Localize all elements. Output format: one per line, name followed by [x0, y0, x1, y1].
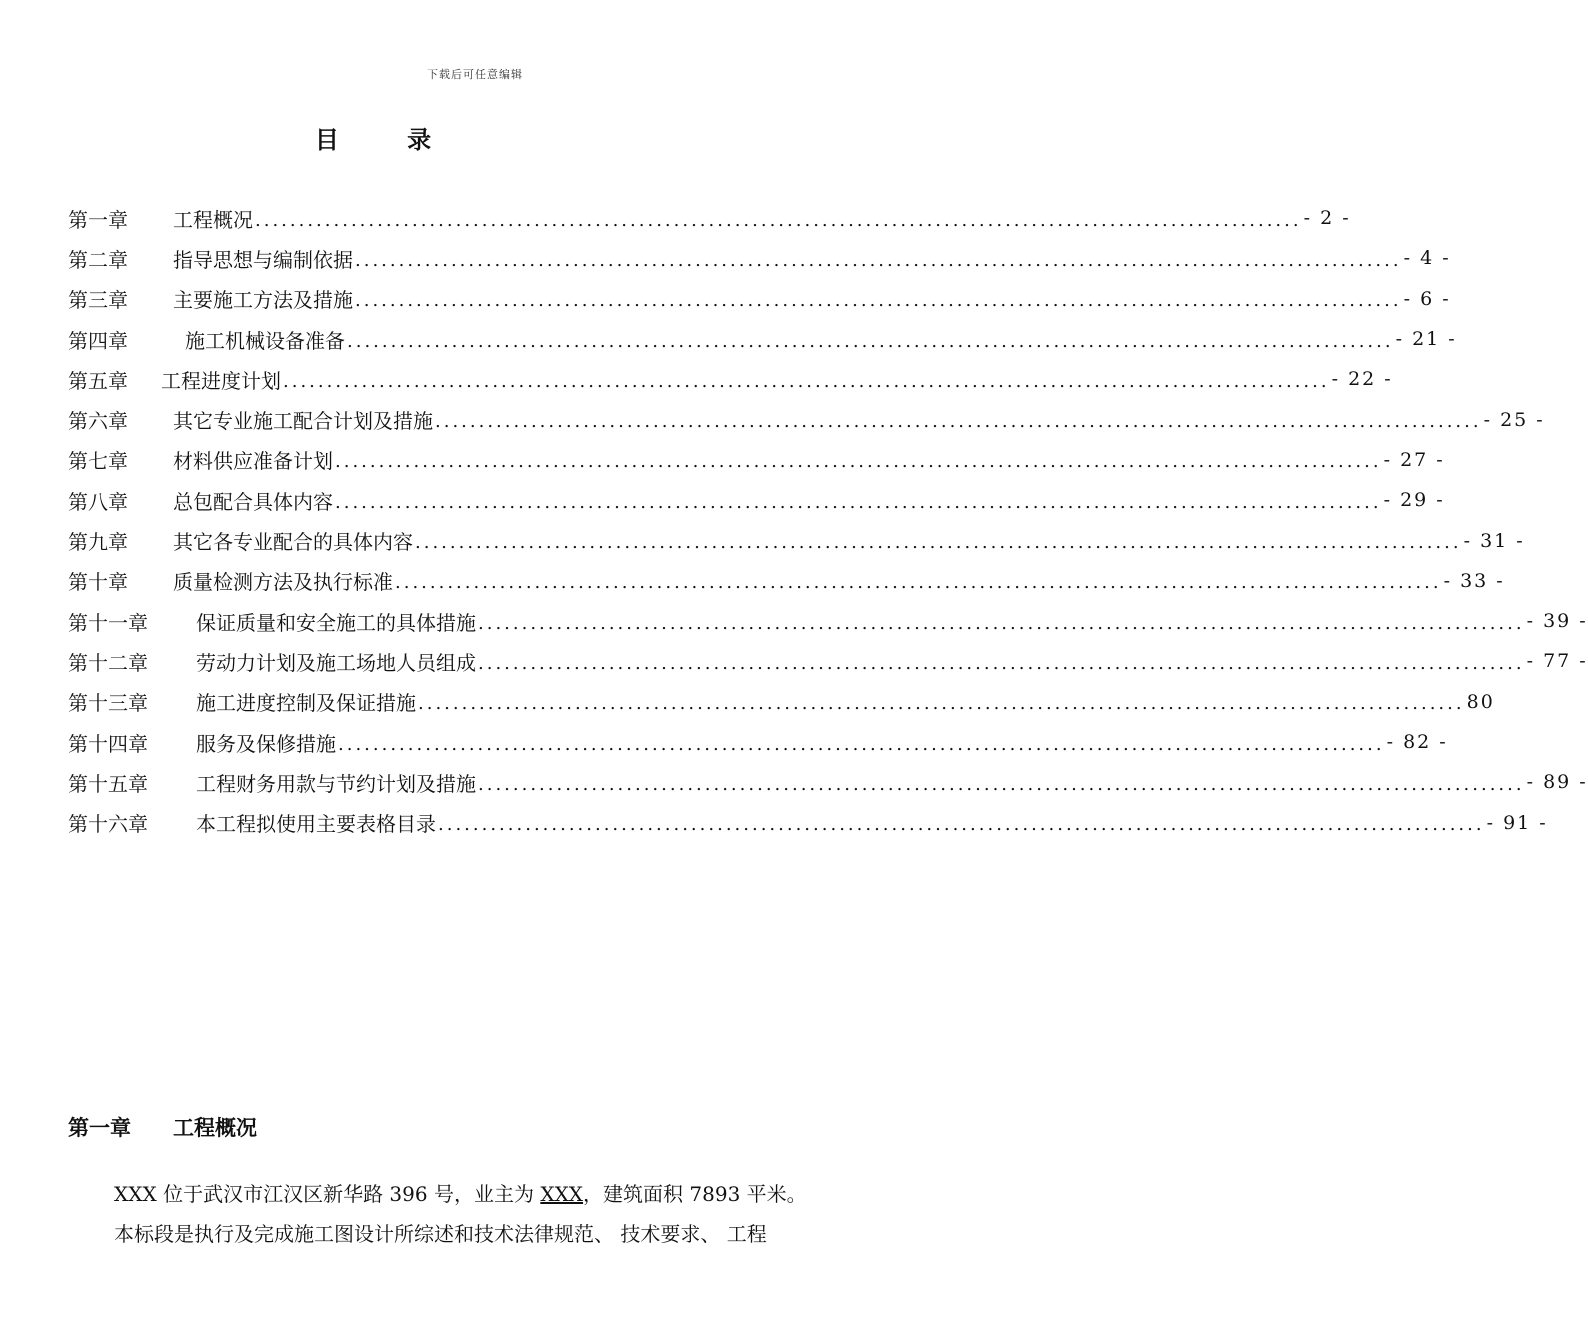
toc-chapter-number: 第六章: [68, 409, 128, 434]
table-of-contents: [68, 198, 1588, 843]
toc-leader-dots: ........................................................................................................................: [338, 733, 1385, 755]
toc-chapter-number: 第十二章: [68, 650, 148, 675]
toc-entry-title: 劳动力计划及施工场地人员组成: [196, 650, 476, 675]
toc-leader-dots: ........................................................................................................................: [415, 532, 1462, 554]
toc-entry-title: 总包配合具体内容: [173, 489, 333, 514]
toc-page-number: - 25 -: [1483, 408, 1545, 431]
toc-entry-title: 施工进度控制及保证措施: [196, 691, 416, 716]
toc-chapter-number: 第十四章: [68, 731, 148, 756]
toc-page-number: - 6 -: [1403, 287, 1451, 310]
toc-entry[interactable]: [68, 198, 1351, 238]
toc-page-number: - 31 -: [1463, 529, 1525, 552]
owner-name: XXX: [540, 1182, 584, 1206]
toc-chapter-number: 第十三章: [68, 691, 148, 716]
toc-page-number: 80: [1466, 690, 1495, 713]
toc-chapter-number: 第九章: [68, 530, 128, 555]
toc-leader-dots: ........................................................................................................................: [255, 209, 1302, 231]
toc-chapter-number: 第十六章: [68, 812, 148, 837]
toc-entry[interactable]: [68, 561, 1505, 601]
toc-entry-title: 工程进度计划: [161, 368, 281, 393]
toc-chapter-number: 第八章: [68, 489, 128, 514]
toc-page-number: - 4 -: [1403, 247, 1451, 270]
toc-entry[interactable]: [68, 802, 1548, 842]
toc-page-number: - 39 -: [1526, 610, 1588, 633]
toc-entry-title: 保证质量和安全施工的具体措施: [196, 610, 476, 635]
paragraph-text: ，建筑面积 7893 平米。: [583, 1182, 807, 1206]
toc-chapter-number: 第十章: [68, 570, 128, 595]
toc-chapter-number: 第十一章: [68, 610, 148, 635]
toc-chapter-number: 第二章: [68, 247, 128, 272]
toc-leader-dots: ........................................................................................................................: [478, 773, 1525, 795]
toc-leader-dots: ........................................................................................................................: [478, 652, 1525, 674]
section-heading: [68, 1112, 257, 1142]
toc-page-number: - 82 -: [1386, 731, 1448, 753]
body-paragraph-2: 本标段是执行及完成施工图设计所综述和技术法律规范、 技术要求、 工程: [114, 1222, 767, 1246]
page-header-note: 下载后可任意编辑: [427, 68, 523, 81]
toc-entry-title: 施工机械设备准备: [185, 328, 345, 353]
toc-leader-dots: ........................................................................................................................: [435, 411, 1482, 433]
toc-entry[interactable]: [68, 359, 1393, 399]
toc-entry[interactable]: [68, 440, 1445, 480]
toc-entry-title: 材料供应准备计划: [173, 449, 333, 474]
toc-entry[interactable]: [68, 601, 1588, 641]
toc-entry[interactable]: [68, 641, 1588, 681]
toc-entry[interactable]: [68, 520, 1525, 560]
toc-leader-dots: ........................................................................................................................: [283, 370, 1330, 392]
toc-entry[interactable]: [68, 279, 1451, 319]
toc-page-number: - 33 -: [1443, 569, 1505, 592]
toc-entry-title: 质量检测方法及执行标准: [173, 570, 393, 595]
toc-entry-title: 服务及保修措施: [196, 731, 336, 756]
toc-entry[interactable]: [68, 399, 1545, 439]
toc-chapter-number: 第四章: [68, 328, 128, 353]
toc-entry[interactable]: [68, 762, 1588, 802]
toc-entry-title: 本工程拟使用主要表格目录: [196, 812, 436, 837]
toc-leader-dots: ........................................................................................................................: [438, 814, 1485, 836]
body-paragraph-1: [68, 1177, 880, 1211]
toc-chapter-number: 第三章: [68, 288, 128, 313]
toc-page-number: - 89 -: [1526, 771, 1588, 794]
toc-leader-dots: ........................................................................................................................: [418, 693, 1465, 715]
toc-leader-dots: ........................................................................................................................: [335, 491, 1382, 513]
toc-entry[interactable]: [68, 722, 1448, 762]
toc-page-number: - 22 -: [1331, 368, 1393, 391]
toc-entry-title: 主要施工方法及措施: [173, 288, 353, 313]
toc-leader-dots: ........................................................................................................................: [478, 612, 1525, 634]
toc-entry-title: 其它各专业配合的具体内容: [173, 530, 413, 555]
toc-leader-dots: ........................................................................................................................: [355, 290, 1402, 312]
toc-chapter-number: 第七章: [68, 449, 128, 474]
toc-entry[interactable]: [68, 682, 1495, 722]
toc-entry[interactable]: [68, 238, 1451, 278]
toc-chapter-number: 第一章: [68, 207, 128, 232]
toc-leader-dots: ........................................................................................................................: [395, 572, 1442, 594]
toc-chapter-number: 第五章: [68, 368, 128, 393]
toc-page-number: - 21 -: [1395, 328, 1457, 351]
toc-page-number: - 29 -: [1383, 489, 1445, 512]
section-title: 工程概况: [173, 1115, 257, 1140]
toc-entry-title: 工程财务用款与节约计划及措施: [196, 771, 476, 796]
toc-page-number: - 27 -: [1383, 448, 1445, 471]
toc-page-number: - 77 -: [1526, 650, 1588, 673]
toc-entry-title: 其它专业施工配合计划及措施: [173, 409, 433, 434]
paragraph-text: 位于武汉市江汉区新华路 396 号，业主为: [156, 1182, 541, 1206]
toc-leader-dots: ........................................................................................................................: [355, 249, 1402, 271]
toc-entry[interactable]: [68, 319, 1457, 359]
toc-page-number: - 2 -: [1303, 207, 1351, 230]
toc-chapter-number: 第十五章: [68, 771, 148, 796]
toc-entry[interactable]: [68, 480, 1445, 520]
toc-title: 目 录: [314, 125, 462, 154]
project-name: XXX: [114, 1182, 157, 1206]
toc-leader-dots: ........................................................................................................................: [347, 330, 1394, 352]
toc-entry-title: 指导思想与编制依据: [173, 247, 353, 272]
section-chapter-number: 第一章: [68, 1115, 131, 1140]
toc-entry-title: 工程概况: [173, 207, 253, 232]
toc-page-number: - 91 -: [1486, 811, 1548, 834]
toc-leader-dots: ........................................................................................................................: [335, 451, 1382, 473]
